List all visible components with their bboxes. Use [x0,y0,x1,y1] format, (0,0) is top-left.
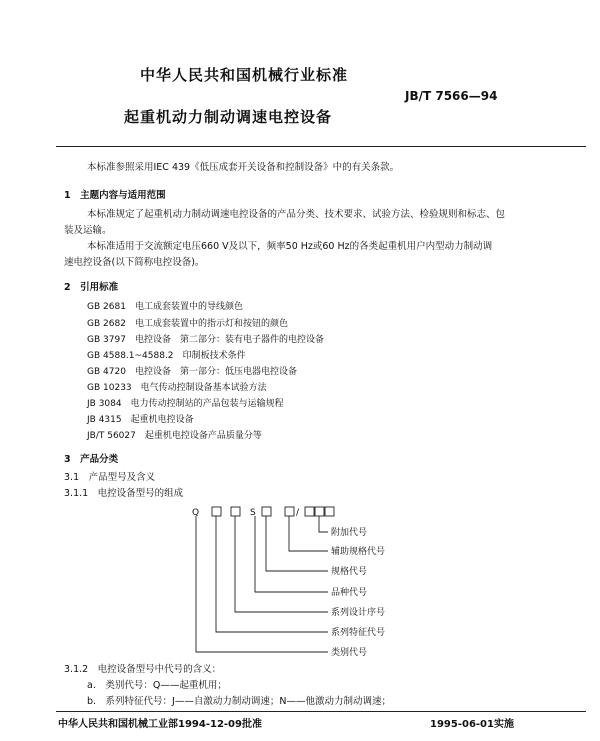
reference-item: GB 2681 电工成套装置中的导线颜色 [87,302,243,312]
reference-item: JB/T 56027 起重机电控设备产品质量分等 [87,431,262,441]
label-aux-spec-code: 辅助规格代号 [331,547,386,557]
model-box [315,507,324,516]
label-series-design-no: 系列设计序号 [331,608,386,618]
item-b: b. 系列特征代号：J——自激动力制动调速；N——他激动力制动调速； [87,696,391,707]
document-title: 起重机动力制动调速电控设备 [124,108,333,126]
section1-para1-line2: 装及运输。 [64,225,112,236]
subsection-3-1-1: 3.1.1 电控设备型号的组成 [64,488,184,499]
connector-line [289,516,328,551]
label-additional-code: 附加代号 [331,528,368,538]
model-box [305,507,314,516]
connector-line [235,516,328,612]
connector-line [319,516,328,532]
section1-para2-line1: 本标准适用于交流额定电压660 V及以下，频率50 Hz或60 Hz的各类起重机用户内型动力制动调 [87,241,493,252]
connector-line [216,516,328,632]
label-category-code: 类别代号 [331,648,368,658]
item-a: a. 类别代号：Q——起重机用； [87,680,227,691]
reference-item: GB 4588.1~4588.2 印制板技术条件 [87,351,246,361]
model-box [325,507,334,516]
model-letter-s: S [250,508,256,518]
subsection-3-1: 3.1 产品型号及含义 [64,472,156,483]
model-box [262,507,271,516]
implementation-date: 1995-06-01实施 [430,719,514,730]
model-box [231,507,240,516]
section3-heading: 3 产品分类 [64,454,119,465]
intro-text: 本标准参照采用IEC 439《低压成套开关设备和控制设备》中的有关条款。 [87,162,400,173]
reference-item: GB 4720 电控设备 第一部分：低压电器电控设备 [87,367,297,377]
model-letter-q: Q [192,508,200,518]
label-series-feature-code: 系列特征代号 [331,628,386,638]
reference-item: JB 3084 电力传动控制站的产品包装与运输规程 [87,399,284,409]
label-variety-code: 品种代号 [331,588,368,598]
approval-info: 中华人民共和国机械工业部1994-12-09批准 [58,719,262,730]
section1-heading: 1 主题内容与适用范围 [64,190,166,201]
subsection-3-1-2: 3.1.2 电控设备型号中代号的含义： [64,664,222,675]
footer-rule [56,711,586,712]
label-spec-code: 规格代号 [331,567,368,577]
section1-para1-line1: 本标准规定了起重机动力制动调速电控设备的产品分类、技术要求、试验方法、检验规则和标志、包 [87,209,506,220]
section1-para2-line2: 速电控设备(以下简称电控设备)。 [64,257,205,268]
reference-item: GB 10233 电气传动控制设备基本试验方法 [87,383,267,393]
model-box [285,507,294,516]
reference-item: GB 2682 电工成套装置中的指示灯和按钮的颜色 [87,319,288,329]
reference-item: JB 4315 起重机电控设备 [87,415,194,425]
standard-code: JB/T 7566—94 [405,89,498,103]
section2-heading: 2 引用标准 [64,282,119,293]
model-box [212,507,221,516]
model-letter-slash: / [296,508,300,518]
reference-item: GB 3797 电控设备 第二部分：装有电子器件的电控设备 [87,335,324,345]
header-org: 中华人民共和国机械行业标准 [140,66,349,84]
